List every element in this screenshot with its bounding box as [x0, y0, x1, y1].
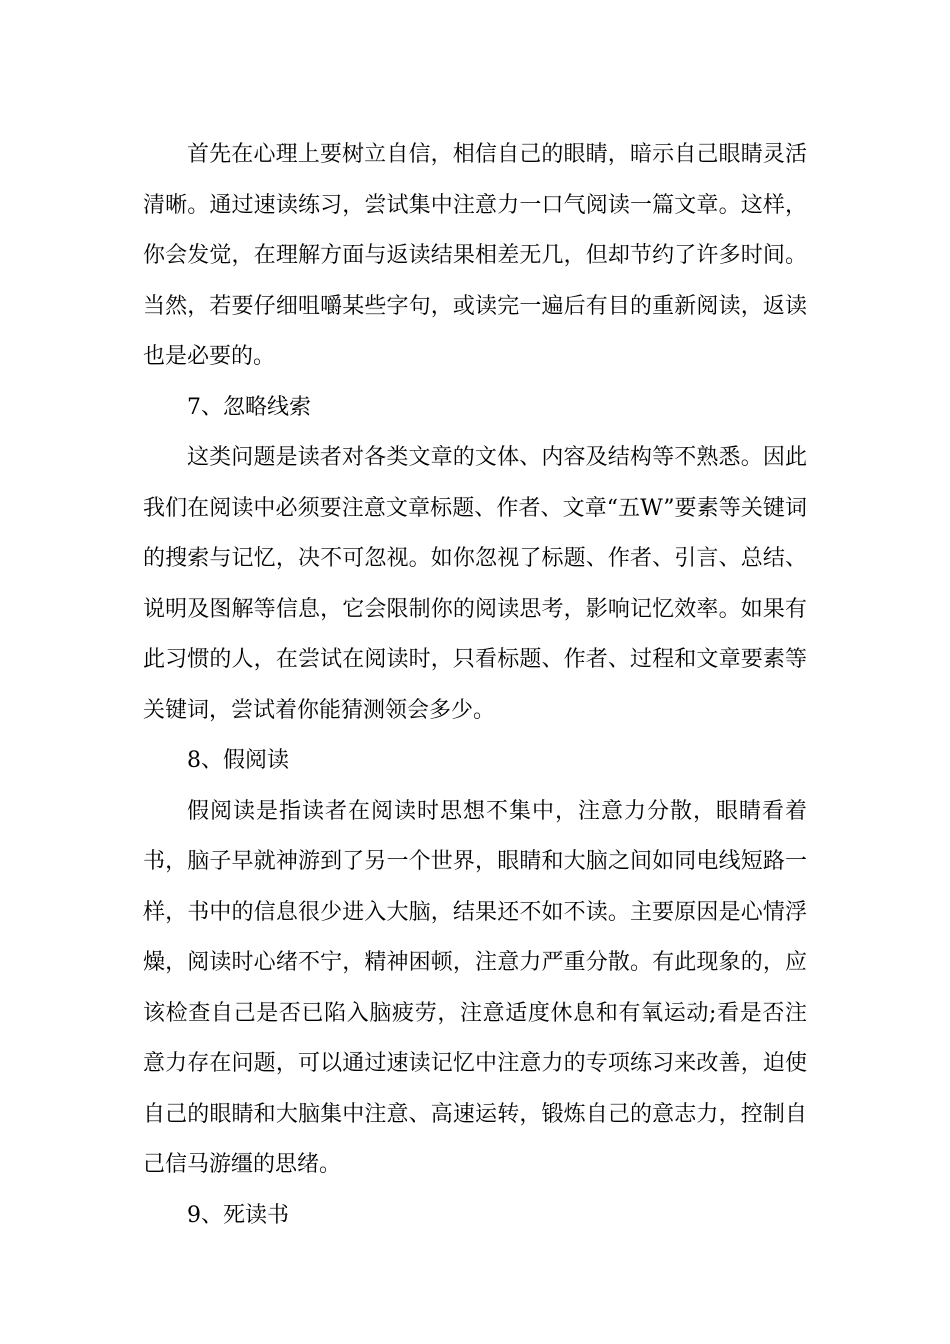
- paragraph-confidence: 首先在心理上要树立自信，相信自己的眼睛，暗示自己眼睛灵活清晰。通过速读练习，尝试集中注意力一口气阅读一篇文章。这样，你会发觉，在理解方面与返读结果相差无几，但却节约了许多时间。当然，若要仔细咀嚼某些字句，或读完一遍后有目的重新阅读，返读也是必要的。: [143, 142, 807, 369]
- heading-9-rote-reading: 9、死读书: [187, 1202, 289, 1228]
- heading-7-ignore-clues: 7、忽略线索: [187, 394, 311, 420]
- document-body: [143, 130, 807, 1241]
- paragraph-fake-reading: 假阅读是指读者在阅读时思想不集中，注意力分散，眼睛看着书，脑子早就神游到了另一个世界，眼睛和大脑之间如同电线短路一样，书中的信息很少进入大脑，结果还不如不读。主要原因是心情浮燥，阅读时心绪不宁，精神困顿，注意力严重分散。有此现象的，应该检查自己是否已陷入脑疲劳，注意适度休息和有氧运动;看是否注意力存在问题，可以通过速读记忆中注意力的专项练习来改善，迫使自己的眼睛和大脑集中注意、高速运转，锻炼自己的意志力，控制自己信马游缰的思绪。: [143, 798, 807, 1177]
- heading-8-fake-reading: 8、假阅读: [187, 748, 289, 773]
- paragraph-ignore-clues: 这类问题是读者对各类文章的文体、内容及结构等不熟悉。因此我们在阅读中必须要注意文章标题、作者、文章“五W”要素等关键词的搜索与记忆，决不可忽视。如你忽视了标题、作者、引言、总结、说明及图解等信息，它会限制你的阅读思考，影响记忆效率。如果有此习惯的人，在尝试在阅读时，只看标题、作者、过程和文章要素等关键词，尝试着你能猜测领会多少。: [143, 445, 807, 723]
